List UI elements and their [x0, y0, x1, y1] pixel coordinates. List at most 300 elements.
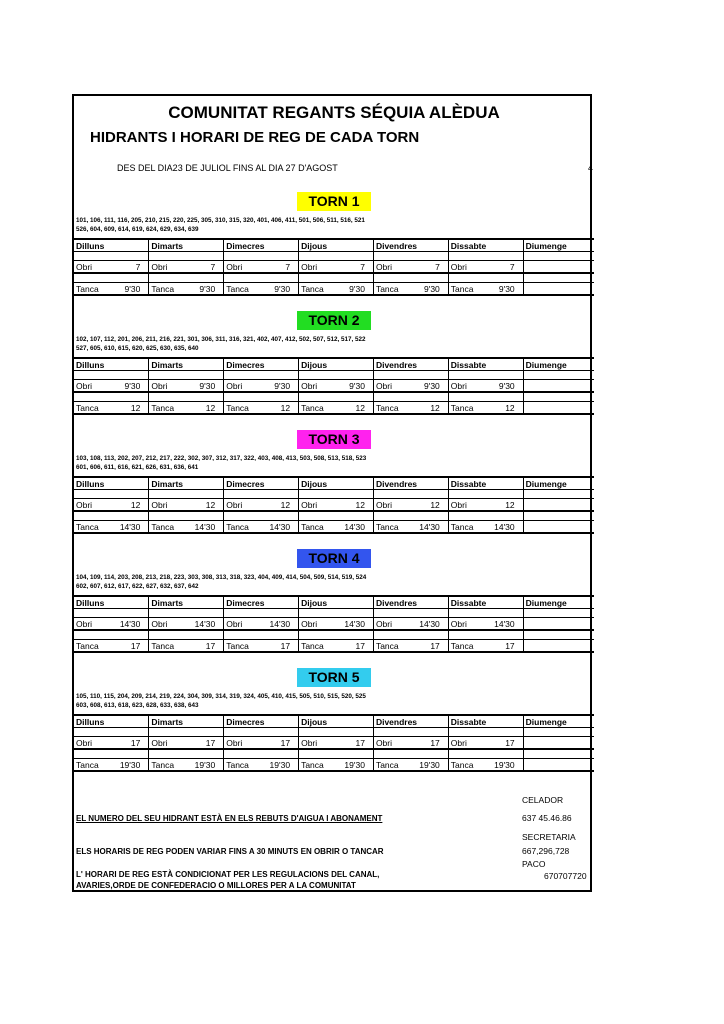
empty-cell [74, 371, 149, 380]
action-label: Obri [375, 618, 392, 629]
time-value: 9'30 [498, 283, 515, 294]
time-cell [226, 381, 298, 391]
empty-cell [299, 609, 374, 618]
spacer-row [74, 511, 594, 521]
action-label: Tanca [151, 283, 175, 294]
time-cell [76, 738, 148, 748]
paco-label: PACO [522, 859, 546, 869]
time-value: 7 [210, 261, 216, 272]
close-row-cell [224, 283, 299, 296]
empty-cell [149, 392, 224, 402]
empty-cell [523, 759, 594, 772]
action-label: Tanca [450, 283, 474, 294]
time-value: 17 [130, 737, 141, 748]
empty-cell [523, 490, 594, 499]
time-value: 17 [355, 737, 365, 748]
time-value: 14'30 [119, 521, 141, 532]
time-value: 7 [509, 261, 515, 272]
time-value: 12 [205, 499, 216, 510]
empty-cell [448, 609, 523, 618]
empty-cell [74, 511, 149, 521]
close-row-cell [224, 521, 299, 534]
empty-cell [373, 728, 448, 737]
close-row-cell [373, 640, 448, 653]
hydrant-list-line-2: 602, 607, 612, 617, 622, 627, 632, 637, 642 [76, 583, 199, 590]
empty-cell [523, 392, 594, 402]
empty-cell [149, 273, 224, 283]
time-value: 12 [430, 499, 440, 510]
action-label: Obri [151, 261, 168, 272]
empty-cell [448, 630, 523, 640]
time-value: 12 [130, 402, 141, 413]
close-row-cell [448, 640, 523, 653]
day-header: Diumenge [523, 477, 594, 490]
time-value: 14'30 [419, 521, 440, 532]
empty-cell [448, 392, 523, 402]
action-label: Tanca [375, 640, 399, 651]
open-row [74, 499, 594, 512]
close-row-cell [448, 283, 523, 296]
empty-cell [373, 609, 448, 618]
empty-cell [224, 511, 299, 521]
action-label: Tanca [151, 402, 175, 413]
open-row-cell [74, 737, 149, 750]
empty-cell [224, 728, 299, 737]
time-value: 17 [130, 640, 141, 651]
open-row-cell [299, 499, 374, 512]
action-label: Obri [151, 737, 168, 748]
spacer-row [74, 749, 594, 759]
open-row-cell [373, 499, 448, 512]
day-header: Divendres [373, 477, 448, 490]
day-header: Dimecres [224, 715, 299, 728]
time-value: 17 [430, 640, 440, 651]
empty-cell [373, 490, 448, 499]
time-value: 7 [285, 261, 291, 272]
time-cell [451, 500, 523, 510]
open-row-cell [74, 380, 149, 393]
time-cell [226, 284, 298, 294]
day-header: Dimarts [149, 239, 224, 252]
close-row-cell [74, 521, 149, 534]
day-header: Diumenge [523, 239, 594, 252]
close-row-cell [149, 521, 224, 534]
action-label: Obri [76, 618, 93, 629]
action-label: Tanca [151, 521, 175, 532]
time-cell [76, 641, 148, 651]
time-value: 9'30 [274, 380, 291, 391]
open-row-cell [373, 261, 448, 274]
empty-cell [299, 392, 374, 402]
time-value: 9'30 [124, 283, 141, 294]
empty-cell [373, 511, 448, 521]
time-cell [76, 403, 148, 413]
secretaria-phone: 667,296,728 [522, 846, 570, 856]
open-row-cell [373, 380, 448, 393]
action-label: Tanca [301, 521, 324, 532]
time-cell [151, 284, 223, 294]
close-row [74, 521, 594, 534]
time-cell [76, 760, 148, 770]
time-cell [376, 760, 448, 770]
time-value: 14'30 [494, 521, 515, 532]
action-label: Tanca [450, 640, 474, 651]
day-header: Dimarts [149, 358, 224, 371]
open-row-cell [224, 380, 299, 393]
time-value: 12 [355, 499, 365, 510]
time-value: 17 [280, 737, 291, 748]
empty-cell [523, 521, 594, 534]
time-value: 9'30 [124, 380, 141, 391]
time-value: 9'30 [199, 380, 216, 391]
empty-cell [224, 609, 299, 618]
time-cell [226, 403, 298, 413]
empty-cell [224, 273, 299, 283]
torn-label: TORN 5 [297, 668, 371, 687]
empty-cell [523, 499, 594, 512]
action-label: Obri [375, 737, 392, 748]
day-header: Dilluns [74, 239, 149, 252]
time-cell [376, 522, 448, 532]
empty-cell [523, 640, 594, 653]
day-header: Dijous [299, 596, 374, 609]
empty-cell [149, 749, 224, 759]
spacer-row [74, 728, 594, 737]
action-label: Obri [226, 618, 243, 629]
time-value: 19'30 [269, 759, 291, 770]
time-cell [301, 403, 373, 413]
action-label: Obri [301, 499, 318, 510]
day-header-row [74, 358, 594, 371]
action-label: Tanca [226, 759, 249, 770]
empty-cell [448, 749, 523, 759]
hydrant-list-line-2: 526, 604, 609, 614, 619, 624, 629, 634, 639 [76, 226, 199, 233]
open-row-cell [448, 499, 523, 512]
time-cell [76, 522, 148, 532]
action-label: Obri [226, 737, 243, 748]
time-cell [151, 619, 223, 629]
close-row-cell [224, 759, 299, 772]
empty-cell [523, 609, 594, 618]
close-row-cell [299, 759, 374, 772]
open-row-cell [224, 737, 299, 750]
time-value: 14'30 [194, 618, 216, 629]
action-label: Tanca [301, 402, 324, 413]
time-value: 12 [430, 402, 440, 413]
time-value: 19'30 [344, 759, 365, 770]
time-cell [451, 403, 523, 413]
close-row-cell [299, 521, 374, 534]
empty-cell [299, 371, 374, 380]
empty-cell [523, 749, 594, 759]
empty-cell [448, 490, 523, 499]
turn-schedule-table [74, 595, 594, 653]
time-cell [151, 262, 223, 272]
time-cell [301, 284, 373, 294]
time-cell [226, 738, 298, 748]
day-header: Dilluns [74, 715, 149, 728]
time-value: 12 [280, 402, 291, 413]
time-value: 19'30 [419, 759, 440, 770]
hydrant-list-line-2: 601, 606, 611, 616, 621, 626, 631, 636, 641 [76, 464, 199, 471]
time-cell [76, 381, 148, 391]
close-row-cell [299, 402, 374, 415]
day-header: Diumenge [523, 596, 594, 609]
close-row [74, 640, 594, 653]
empty-cell [74, 749, 149, 759]
time-cell [76, 262, 148, 272]
action-label: Obri [226, 499, 243, 510]
day-header: Dimarts [149, 715, 224, 728]
day-header: Divendres [373, 596, 448, 609]
action-label: Tanca [375, 759, 399, 770]
empty-cell [373, 630, 448, 640]
time-cell [226, 500, 298, 510]
open-row-cell [224, 261, 299, 274]
day-header-row [74, 596, 594, 609]
action-label: Tanca [450, 759, 474, 770]
time-cell [376, 284, 448, 294]
empty-cell [523, 273, 594, 283]
time-value: 9'30 [274, 283, 291, 294]
empty-cell [373, 252, 448, 261]
close-row-cell [299, 640, 374, 653]
hydrant-list-line-1: 102, 107, 112, 201, 206, 211, 216, 221, 301, 306, 311, 316, 321, 402, 407, 412, 502, 507, 512, 517, 522 [76, 336, 366, 343]
close-row-cell [224, 640, 299, 653]
action-label: Obri [76, 499, 93, 510]
time-cell [451, 381, 523, 391]
empty-cell [523, 402, 594, 415]
open-row-cell [149, 737, 224, 750]
time-value: 17 [505, 640, 515, 651]
time-value: 17 [205, 737, 216, 748]
close-row-cell [74, 759, 149, 772]
notice-hydrant-number: EL NUMERO DEL SEU HIDRANT ESTÀ EN ELS REBUTS D'AIGUA I ABONAMENT [76, 814, 383, 823]
day-header: Dimarts [149, 596, 224, 609]
time-value: 12 [280, 499, 291, 510]
celador-phone: 637 45.46.86 [522, 813, 572, 823]
empty-cell [224, 630, 299, 640]
open-row-cell [448, 737, 523, 750]
time-value: 9'30 [199, 283, 216, 294]
turn-schedule-table [74, 476, 594, 534]
open-row-cell [373, 618, 448, 631]
time-cell [151, 641, 223, 651]
notice-schedule-variation: ELS HORARIS DE REG PODEN VARIAR FINS A 30 MINUTS EN OBRIR O TANCAR [76, 847, 384, 856]
open-row-cell [299, 737, 374, 750]
empty-cell [224, 749, 299, 759]
open-row-cell [299, 380, 374, 393]
empty-cell [448, 252, 523, 261]
time-value: 9'30 [423, 283, 440, 294]
torn-label: TORN 2 [297, 311, 371, 330]
open-row-cell [448, 380, 523, 393]
time-value: 7 [360, 261, 365, 272]
action-label: Obri [375, 499, 392, 510]
time-cell [301, 500, 373, 510]
spacer-row [74, 273, 594, 283]
time-cell [376, 262, 448, 272]
spacer-row [74, 630, 594, 640]
time-value: 19'30 [194, 759, 216, 770]
time-value: 7 [435, 261, 440, 272]
action-label: Tanca [375, 283, 399, 294]
time-cell [301, 760, 373, 770]
day-header: Dimecres [224, 358, 299, 371]
open-row-cell [448, 261, 523, 274]
time-cell [301, 381, 373, 391]
time-cell [451, 760, 523, 770]
open-row-cell [74, 261, 149, 274]
time-cell [76, 619, 148, 629]
day-header: Divendres [373, 715, 448, 728]
time-cell [301, 641, 373, 651]
close-row-cell [74, 402, 149, 415]
empty-cell [74, 728, 149, 737]
time-cell [376, 500, 448, 510]
time-cell [76, 500, 148, 510]
close-row-cell [74, 640, 149, 653]
open-row-cell [149, 618, 224, 631]
open-row [74, 261, 594, 274]
open-row-cell [299, 261, 374, 274]
empty-cell [448, 371, 523, 380]
close-row-cell [149, 759, 224, 772]
empty-cell [373, 749, 448, 759]
empty-cell [523, 380, 594, 393]
day-header: Dijous [299, 358, 374, 371]
empty-cell [523, 261, 594, 274]
action-label: Obri [301, 261, 318, 272]
hydrant-list-line-2: 603, 608, 613, 618, 623, 628, 633, 638, 643 [76, 702, 199, 709]
action-label: Tanca [151, 759, 175, 770]
action-label: Tanca [226, 283, 249, 294]
turn-schedule-table [74, 238, 594, 296]
close-row-cell [299, 283, 374, 296]
time-cell [451, 641, 523, 651]
spacer-row [74, 371, 594, 380]
spacer-row [74, 392, 594, 402]
empty-cell [299, 511, 374, 521]
time-cell [151, 403, 223, 413]
time-cell [151, 522, 223, 532]
action-label: Tanca [226, 521, 249, 532]
open-row-cell [448, 618, 523, 631]
day-header: Dilluns [74, 596, 149, 609]
empty-cell [448, 511, 523, 521]
open-row-cell [224, 618, 299, 631]
notice-conditions-line-1: L' HORARI DE REG ESTÀ CONDICIONAT PER LES REGULACIONS DEL CANAL, [76, 870, 380, 879]
day-header: Dissabte [448, 239, 523, 252]
close-row-cell [373, 759, 448, 772]
empty-cell [448, 728, 523, 737]
time-cell [376, 381, 448, 391]
time-cell [151, 500, 223, 510]
open-row-cell [299, 618, 374, 631]
spacer-row [74, 490, 594, 499]
time-value: 9'30 [423, 380, 440, 391]
time-cell [226, 760, 298, 770]
action-label: Obri [226, 380, 243, 391]
empty-cell [523, 283, 594, 296]
empty-cell [523, 371, 594, 380]
close-row [74, 759, 594, 772]
action-label: Tanca [76, 759, 99, 770]
empty-cell [149, 371, 224, 380]
open-row-cell [74, 618, 149, 631]
time-value: 19'30 [119, 759, 141, 770]
action-label: Obri [375, 380, 392, 391]
close-row-cell [149, 640, 224, 653]
day-header: Divendres [373, 239, 448, 252]
action-label: Obri [151, 618, 168, 629]
empty-cell [299, 749, 374, 759]
empty-cell [74, 252, 149, 261]
time-cell [376, 619, 448, 629]
empty-cell [149, 728, 224, 737]
spacer-row [74, 609, 594, 618]
page-number: 4 [588, 163, 594, 173]
empty-cell [523, 728, 594, 737]
empty-cell [373, 392, 448, 402]
close-row-cell [149, 402, 224, 415]
torn-label: TORN 4 [297, 549, 371, 568]
time-value: 7 [135, 261, 141, 272]
time-value: 17 [430, 737, 440, 748]
time-cell [451, 619, 523, 629]
time-cell [451, 522, 523, 532]
day-header: Dijous [299, 715, 374, 728]
open-row [74, 737, 594, 750]
time-value: 9'30 [498, 380, 515, 391]
time-value: 17 [205, 640, 216, 651]
action-label: Tanca [450, 402, 474, 413]
empty-cell [299, 490, 374, 499]
time-value: 14'30 [494, 618, 515, 629]
time-cell [226, 641, 298, 651]
empty-cell [224, 252, 299, 261]
action-label: Tanca [151, 640, 175, 651]
action-label: Tanca [76, 283, 99, 294]
time-value: 17 [355, 640, 365, 651]
close-row-cell [149, 283, 224, 296]
hydrant-list-line-1: 101, 106, 111, 116, 205, 210, 215, 220, 225, 305, 310, 315, 320, 401, 406, 411, 501, 506, 511, 516, 521 [76, 217, 365, 224]
document-subtitle: HIDRANTS I HORARI DE REG DE CADA TORN [90, 129, 420, 146]
action-label: Tanca [301, 759, 324, 770]
open-row [74, 380, 594, 393]
time-cell [151, 381, 223, 391]
time-cell [76, 284, 148, 294]
time-value: 14'30 [194, 521, 216, 532]
action-label: Obri [151, 499, 168, 510]
action-label: Tanca [301, 283, 324, 294]
close-row-cell [448, 402, 523, 415]
time-cell [301, 262, 373, 272]
empty-cell [299, 252, 374, 261]
action-label: Tanca [226, 402, 249, 413]
document-title: COMUNITAT REGANTS SÉQUIA ALÈDUA [168, 103, 500, 122]
open-row-cell [224, 499, 299, 512]
action-label: Tanca [226, 640, 249, 651]
action-label: Obri [301, 618, 318, 629]
close-row-cell [373, 283, 448, 296]
action-label: Obri [151, 380, 168, 391]
action-label: Tanca [76, 402, 99, 413]
day-header: Dissabte [448, 715, 523, 728]
day-header: Dimarts [149, 477, 224, 490]
day-header: Dilluns [74, 477, 149, 490]
day-header: Dimecres [224, 477, 299, 490]
